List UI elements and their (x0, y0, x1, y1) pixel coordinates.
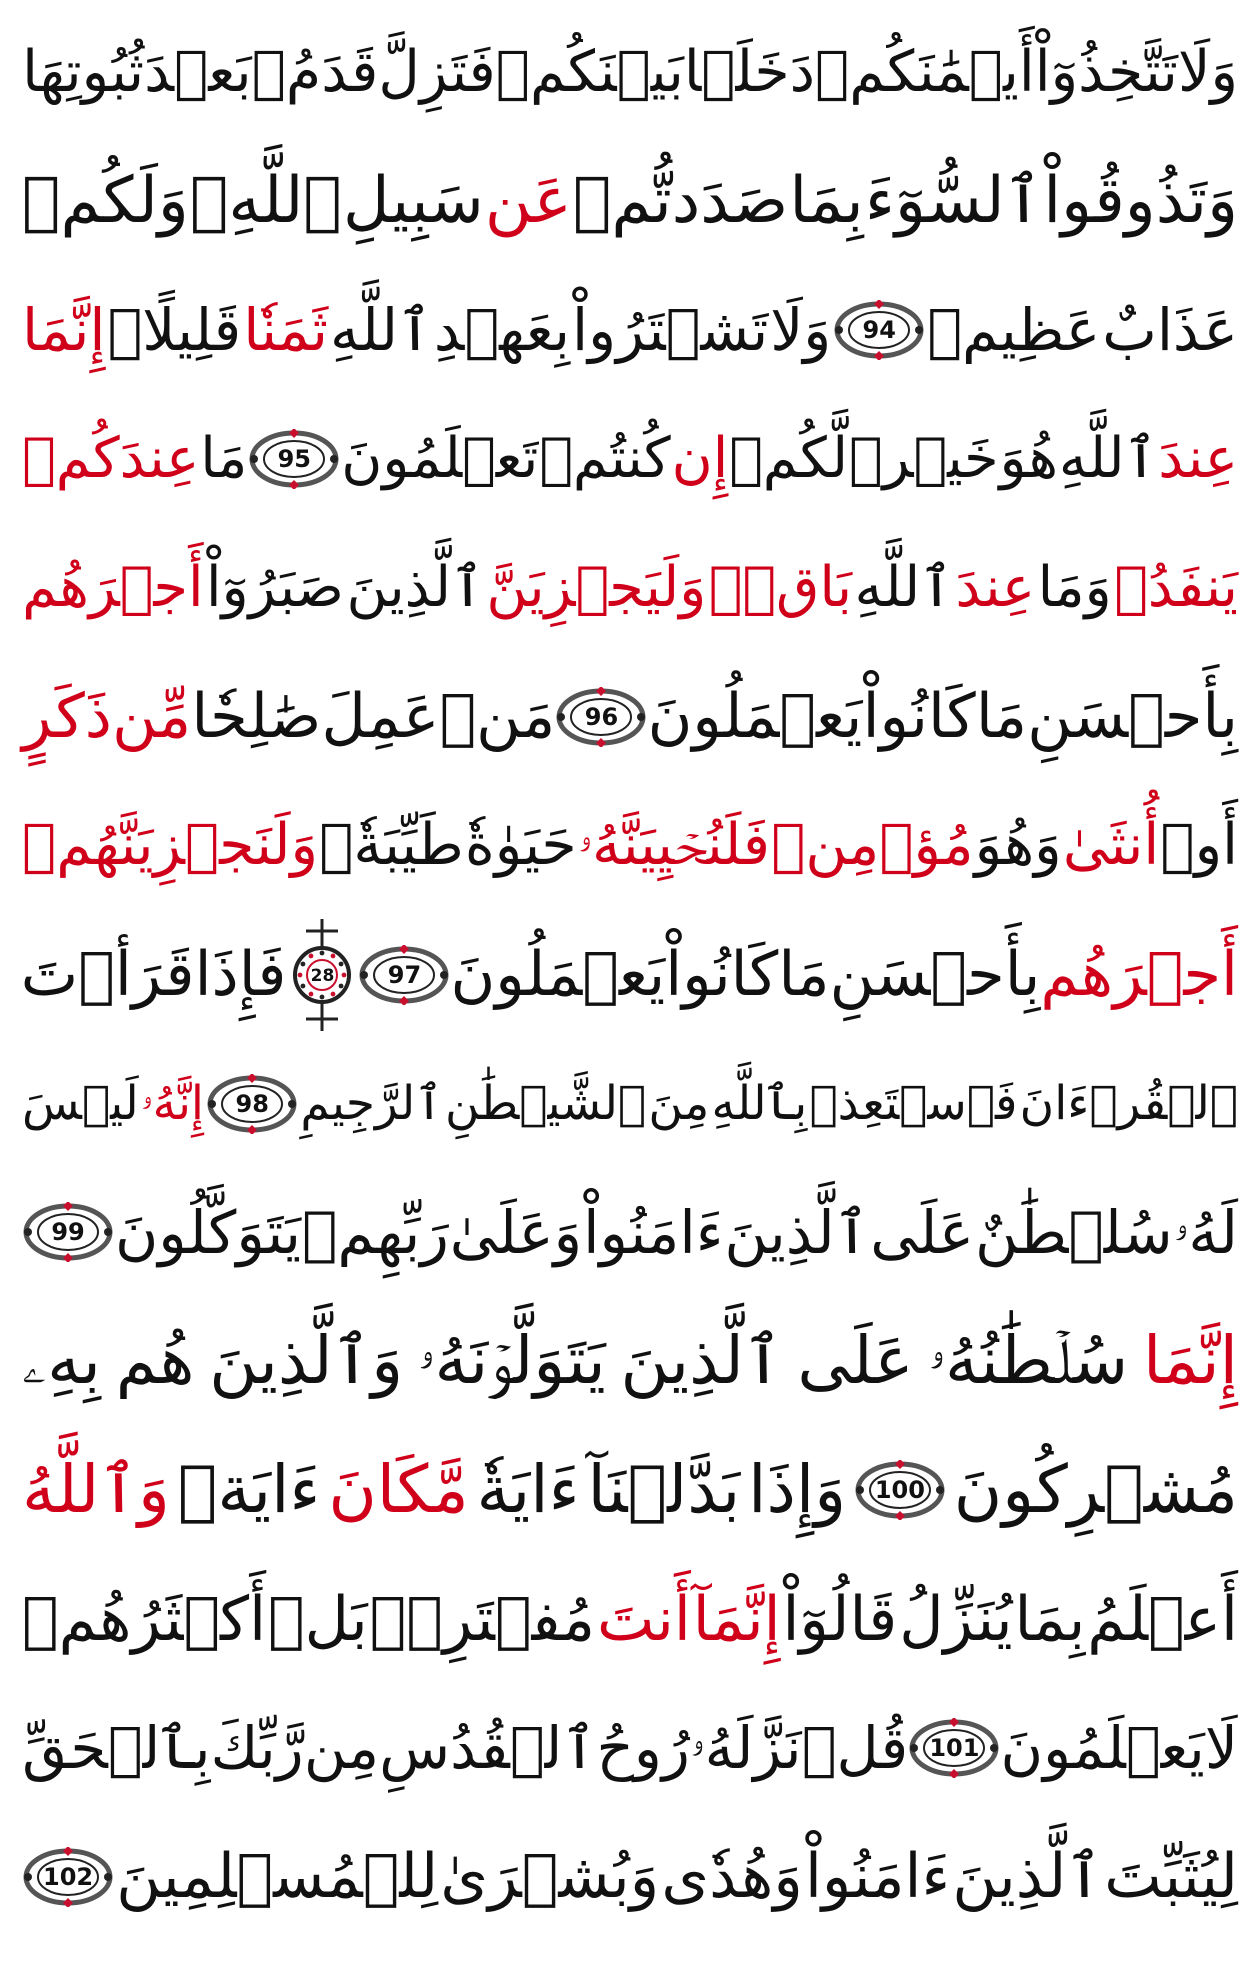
verse-line (22, 395, 1238, 524)
ayah-end-marker (358, 945, 450, 1005)
quran-word: عَمِلَ (321, 681, 440, 753)
quran-word: صَدَدتُّمۡ (572, 164, 789, 239)
quran-word: هُوَ (999, 426, 1058, 492)
quran-word: إِنَّمَا (1143, 1322, 1238, 1400)
quran-word: وَهُدٗى (661, 1841, 803, 1913)
quran-word: بَلۡ (267, 1583, 368, 1655)
quran-word: ٱللَّهِ (330, 296, 432, 365)
quran-word: يَعۡمَلُونَ (647, 681, 863, 753)
quran-word: ذَكَرٍ (22, 681, 112, 753)
quran-word: يَتَوَلَّوۡنَهُۥ (417, 1322, 606, 1400)
quran-word: هُم (115, 1322, 195, 1400)
quran-word: مَا (200, 426, 248, 492)
quran-word: تَعۡلَمُونَ (341, 426, 539, 492)
quran-word: قَالُوٓاْ (782, 1583, 898, 1655)
ayah-number: 102 (43, 1862, 94, 1891)
verse-line (22, 1297, 1238, 1426)
hizb-marker (286, 915, 358, 1035)
quran-word: ءَامَنُواْ (804, 1841, 951, 1913)
ayah-number: 99 (51, 1218, 85, 1247)
quran-word: وَٱللَّهُ (22, 1451, 170, 1529)
verse-line (22, 266, 1238, 395)
quran-word: مِن (303, 1714, 380, 1783)
verse-line (22, 137, 1238, 266)
quran-word: مِّن (112, 681, 192, 753)
ayah-number: 100 (874, 1476, 925, 1505)
quran-word: وَلَكُمۡ (22, 164, 189, 239)
quran-word: وَمَا (1037, 555, 1112, 620)
quran-word: بِأَحۡسَنِ (829, 939, 1041, 1011)
ayah-number: 95 (277, 445, 311, 474)
verse-lines (22, 8, 1238, 1961)
quran-word: عِندَ (1158, 426, 1238, 492)
verse-line (22, 1039, 1238, 1168)
quran-word: تَتَّخِذُوٓاْ (1034, 38, 1178, 105)
verse-line (22, 781, 1238, 910)
quran-word: عَذَابٌ (1102, 296, 1238, 365)
quran-word: رَبِّهِمۡ (302, 1197, 449, 1267)
verse-line (22, 8, 1238, 137)
quran-word: أَنتَ (597, 1583, 691, 1655)
quran-word: وَإِذَا (748, 1451, 847, 1529)
quran-word: كَانُواْ (665, 939, 779, 1011)
quran-word: ٱلَّذِينَ (620, 1322, 783, 1400)
quran-word: مُشۡرِكُونَ (953, 1451, 1238, 1529)
ayah-number: 96 (584, 702, 619, 731)
quran-word: يَتَوَكَّلُونَ (114, 1197, 302, 1267)
quran-word: بَدَّلۡنَآ (587, 1451, 741, 1529)
quran-word: صَٰلِحٗا (191, 681, 322, 753)
quran-word: طَيِّبَةٗۖ (319, 812, 464, 879)
verse-line (22, 1555, 1238, 1684)
quran-word: وَتَذُوقُواْ (1043, 164, 1238, 239)
ayah-end-marker (22, 1847, 114, 1907)
quran-word: وَٱلَّذِينَ (209, 1322, 404, 1400)
quran-word: بِعَهۡدِ (433, 296, 571, 365)
hizb-number: 28 (310, 966, 335, 987)
quran-word: بِهِۦ (22, 1322, 101, 1400)
quran-word: ٱللَّهِۖ (189, 164, 342, 239)
quran-word: نَزَّلَهُۥ (690, 1714, 802, 1783)
verse-line (22, 1168, 1238, 1297)
ayah-number: 94 (862, 316, 896, 345)
quran-word: عِندَ (955, 555, 1036, 620)
ayah-end-marker (833, 300, 925, 360)
quran-word: مُؤۡمِنٞ (771, 812, 974, 879)
quran-word: وَلَا (1177, 38, 1238, 105)
quran-word: أَكۡثَرُهُمۡ (22, 1583, 267, 1655)
quran-word: وَبُشۡرَىٰ (440, 1841, 660, 1913)
quran-word: قُلۡ (801, 1714, 909, 1783)
quran-word: كُنتُمۡ (539, 426, 671, 492)
quran-word: سُلۡطَٰنُهُۥ (928, 1322, 1129, 1400)
quran-word: بِمَا (789, 164, 864, 239)
ayah-end-marker (908, 1718, 1000, 1778)
ayah-number: 101 (929, 1734, 980, 1763)
ayah-end-marker (22, 1202, 114, 1262)
quran-word: أَجۡرَهُم (1040, 939, 1238, 1011)
quran-word: ٱللَّهِ (1058, 426, 1158, 492)
quran-word: عَلَى (797, 1322, 914, 1400)
quran-word: وَهُوَ (974, 812, 1062, 879)
quran-word: ٱلرَّجِيمِ (300, 1076, 443, 1132)
ayah-end-marker (854, 1460, 946, 1520)
ayah-end-marker (555, 687, 647, 747)
quran-word: وَلَا (770, 296, 832, 365)
quran-word: يَنفَدُۖ (1114, 555, 1238, 620)
verse-line (22, 910, 1238, 1039)
quran-word: بَاقٖۗ (708, 555, 853, 620)
quran-word: ٱلسُّوٓءَ (864, 164, 1043, 239)
quran-word: أُنثَىٰ (1062, 812, 1160, 879)
quran-word: لَهُۥ (1173, 1197, 1238, 1267)
quran-word: لِيُثَبِّتَ (1104, 1841, 1238, 1913)
quran-word: إِنَّمَا (22, 296, 106, 365)
quran-word: كَانُواْ (862, 681, 976, 753)
quran-word: يُنَزِّلُ (899, 1583, 1013, 1655)
quran-word: أَوۡ (1160, 812, 1238, 879)
quran-word: رُوحُ (596, 1714, 690, 1783)
quran-word: بِٱللَّهِ (711, 1076, 808, 1132)
quran-word: فَٱسۡتَعِذۡ (809, 1076, 1018, 1132)
quran-word: ءَايَةٖ (177, 1451, 321, 1529)
quran-word: قَدَمُۢ (251, 38, 379, 105)
ayah-number: 98 (235, 1089, 269, 1118)
quran-word: وَلَيَجۡزِيَنَّ (486, 555, 707, 620)
quran-word: سَبِيلِ (342, 164, 484, 239)
quran-word: مُفۡتَرِۢۚ (369, 1583, 596, 1655)
quran-word: فَإِذَا (194, 939, 287, 1011)
quran-word: بِمَا (1014, 1583, 1086, 1655)
quran-word: عِندَكُمۡ (22, 426, 200, 492)
quran-word: ءَامَنُواْ (583, 1197, 724, 1267)
quran-word: أَعۡلَمُ (1087, 1583, 1238, 1655)
quran-word: عَظِيمٞ (927, 296, 1101, 365)
quran-word: ءَايَةٗ (476, 1451, 580, 1529)
quran-word: فَتَزِلَّ (378, 38, 496, 105)
quran-word: ٱلشَّيۡطَٰنِ (444, 1076, 647, 1132)
ayah-number: 97 (387, 960, 422, 989)
quran-word: لَّكُمۡ (729, 426, 849, 492)
quran-word: أَيۡمَٰنَكُمۡ (815, 38, 1035, 105)
quran-word: تَشۡتَرُواْ (571, 296, 769, 365)
quran-word: بَيۡنَكُمۡ (495, 38, 684, 105)
quran-word: ٱلۡقُدُسِ (379, 1714, 597, 1783)
verse-line (22, 1684, 1238, 1813)
quran-word: مَا (975, 681, 1028, 753)
quran-word: قَلِيلًاۚ (107, 296, 242, 365)
quran-word: ٱللَّهِ (854, 555, 953, 620)
quran-word: بِأَحۡسَنِ (1027, 681, 1238, 753)
quran-word: وَعَلَىٰ (449, 1197, 583, 1267)
quran-word: مَنۡ (439, 681, 556, 753)
verse-line (22, 1426, 1238, 1555)
quran-word: وَلَنَجۡزِيَنَّهُمۡ (22, 812, 319, 879)
quran-word: ٱلَّذِينَ (952, 1841, 1103, 1913)
quran-word: ثَمَنٗا (243, 296, 329, 365)
quran-word: بِٱلۡحَقِّ (22, 1714, 211, 1783)
ayah-end-marker (248, 429, 340, 489)
quran-word: ٱلَّذِينَ (724, 1197, 870, 1267)
quran-word: لَا (1204, 1714, 1238, 1783)
quran-word: أَجۡرَهُم (22, 555, 204, 620)
quran-word: قَرَأۡتَ (20, 939, 195, 1011)
quran-word: ٱلۡقُرۡءَانَ (1019, 1076, 1238, 1132)
quran-word: مَّكَانَ (328, 1451, 469, 1529)
quran-word: يَعۡمَلُونَ (450, 939, 666, 1011)
quran-word: رَّبِّكَ (210, 1714, 304, 1783)
quran-word: ثُبُوتِهَا (22, 38, 145, 105)
quran-word: حَيَوٰةٗ (464, 812, 577, 879)
verse-line (22, 524, 1238, 653)
quran-word: فَلَنُحۡيِيَنَّهُۥ (577, 812, 771, 879)
quran-word: خَيۡرٞ (848, 426, 999, 492)
quran-word: دَخَلَۢا (683, 38, 815, 105)
quran-word: لَيۡسَ (22, 1076, 139, 1132)
quran-word: ٱلَّذِينَ (346, 555, 484, 620)
quran-word: لِلۡمُسۡلِمِينَ (116, 1841, 439, 1913)
quran-word: صَبَرُوٓاْ (206, 555, 344, 620)
quran-word: إِنَّهُۥ (140, 1076, 204, 1132)
quran-word: إِنَّمَآ (692, 1583, 781, 1655)
quran-word: مَا (778, 939, 830, 1011)
quran-word: سُلۡطَٰنٌ (975, 1197, 1173, 1267)
quran-word: عَن (484, 164, 572, 239)
quran-word: إِن (671, 426, 729, 492)
quran-word: مِنَ (648, 1076, 710, 1132)
ayah-end-marker (206, 1074, 298, 1134)
verse-line (22, 652, 1238, 781)
quran-word: بَعۡدَ (144, 38, 252, 105)
quran-word: عَلَى (870, 1197, 975, 1267)
verse-line (22, 1812, 1238, 1941)
quran-word: يَعۡلَمُونَ (1000, 1714, 1205, 1783)
